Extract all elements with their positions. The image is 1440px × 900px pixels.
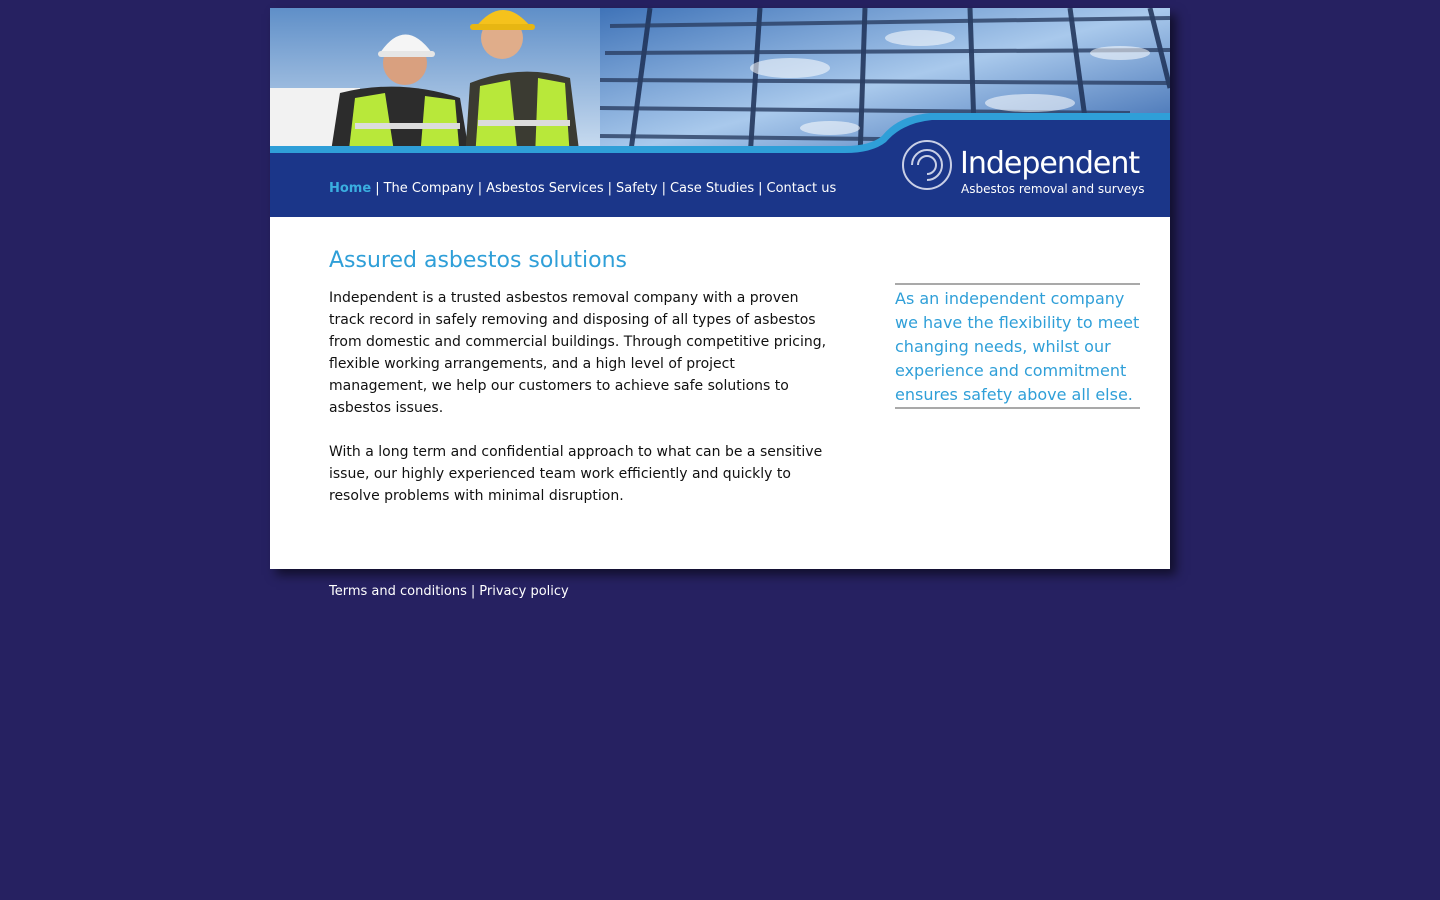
intro-paragraph: Independent is a trusted asbestos removal company with a proven track record in safely removing and disposing of all types of asbestos from domestic and commercial buildings. Through competitive pricing, flexible working arrangements, and a high level of project management, we help our customers to achieve safe solutions to asbestos issues. [329, 290, 827, 416]
approach-paragraph: With a long term and confidential approach to what can be a sensitive issue, our highly experienced team work efficiently and quickly to resolve problems with minimal disruption. [329, 444, 823, 504]
terms-link[interactable]: Terms and conditions [329, 584, 467, 599]
nav-separator: | [661, 181, 666, 196]
nav-home[interactable]: Home [329, 181, 372, 196]
swirl-logo-icon [900, 138, 954, 192]
pull-quote: As an independent company we have the flexibility to meet changing needs, whilst our experience and commitment ensures safety above all else. [895, 283, 1140, 409]
footer-separator: | [470, 584, 476, 599]
logo-wordmark: Independent [960, 146, 1140, 181]
nav-safety[interactable]: Safety [615, 181, 658, 196]
logo-tagline: Asbestos removal and surveys [961, 182, 1145, 196]
nav-separator: | [375, 181, 380, 196]
main-navigation [329, 181, 836, 196]
nav-contact-us[interactable]: Contact us [766, 181, 837, 196]
nav-separator: | [758, 181, 763, 196]
nav-separator: | [477, 181, 483, 196]
nav-case-studies[interactable]: Case Studies [669, 181, 755, 196]
main-content [329, 248, 829, 529]
nav-the-company[interactable]: The Company [383, 181, 474, 196]
privacy-link[interactable]: Privacy policy [479, 584, 569, 599]
page-container [270, 8, 1170, 569]
nav-separator: | [607, 181, 612, 196]
header [270, 8, 1170, 217]
nav-asbestos-services[interactable]: Asbestos Services [486, 181, 604, 196]
footer-links [329, 584, 569, 599]
company-logo[interactable] [900, 138, 1145, 200]
page-title: Assured asbestos solutions [329, 248, 627, 273]
